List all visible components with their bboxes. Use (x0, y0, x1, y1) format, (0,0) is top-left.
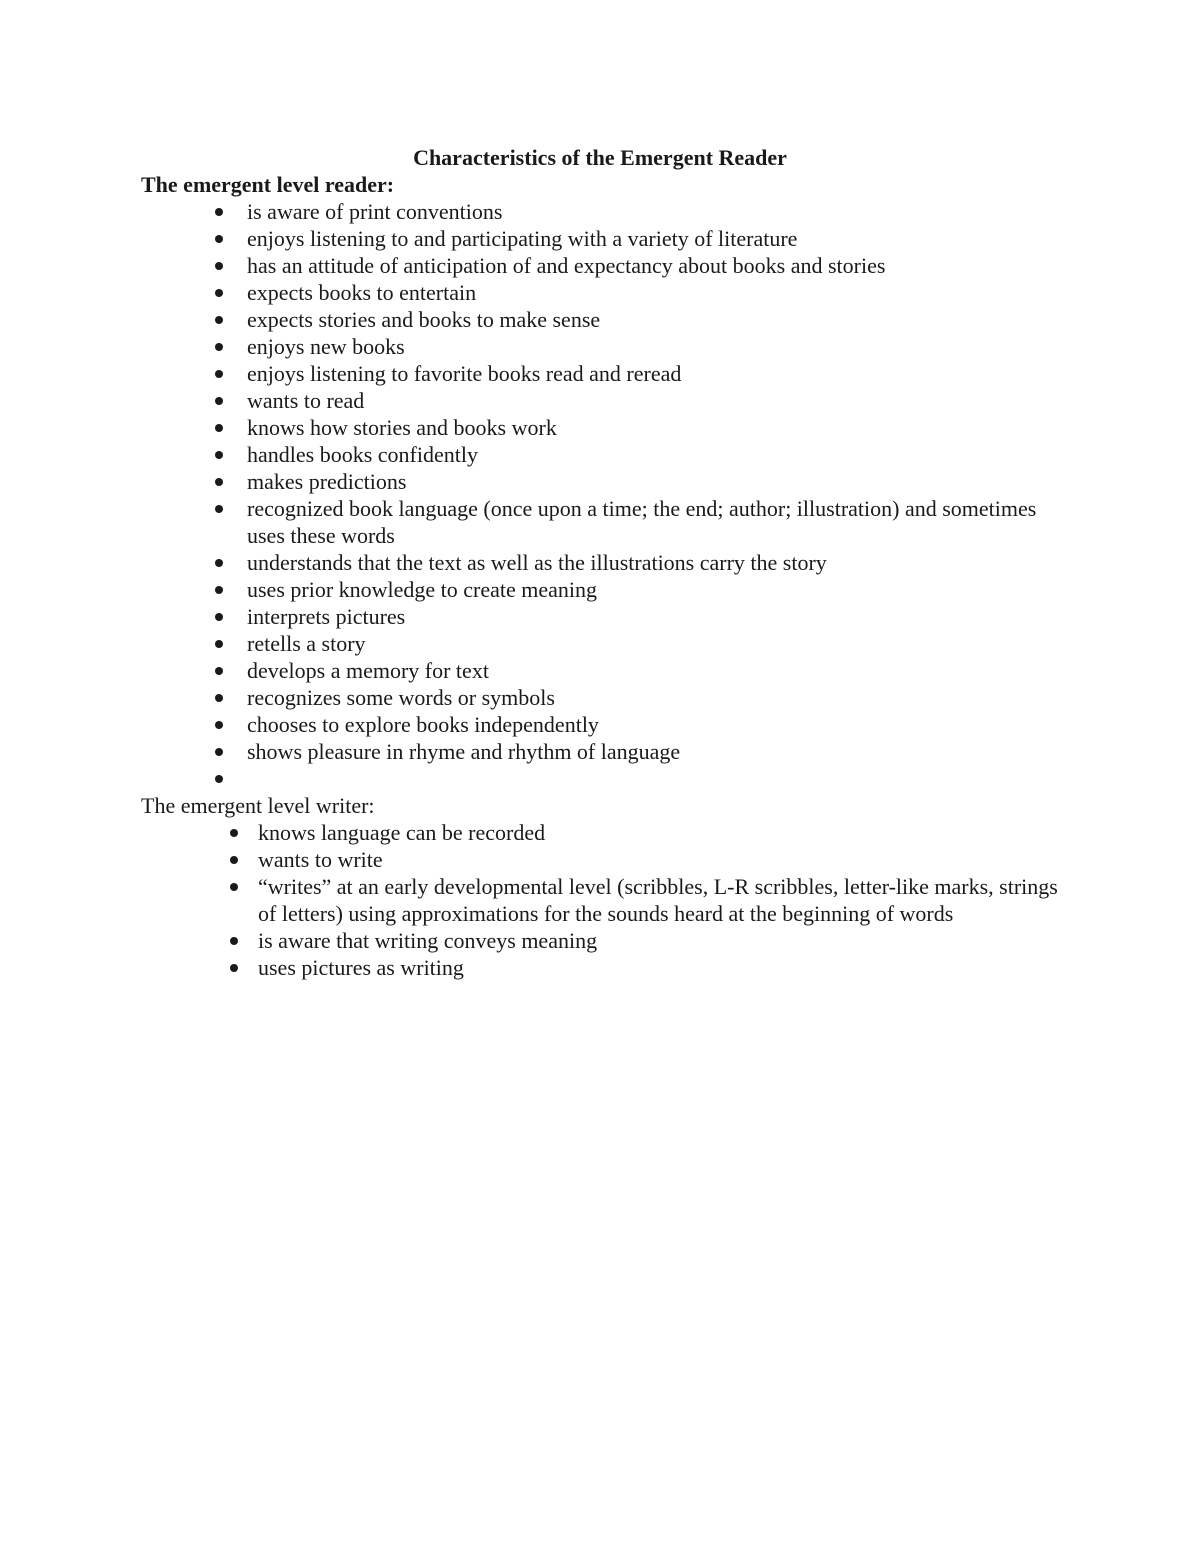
bullet-icon (215, 343, 223, 351)
document-title: Characteristics of the Emergent Reader (413, 145, 787, 170)
list-item (247, 576, 1037, 603)
list-item (247, 414, 1037, 441)
list-item (247, 252, 1037, 279)
list-item-text: knows language can be recorded (258, 820, 546, 845)
list-item-text: recognizes some words or symbols (247, 685, 555, 710)
list-item-text: has an attitude of anticipation of and expectancy about books and stories (247, 253, 886, 278)
list-item (247, 603, 1037, 630)
list-item-text: develops a memory for text (247, 658, 489, 683)
writer-section-heading: The emergent level writer: (141, 793, 375, 818)
list-item (247, 333, 1037, 360)
list-item (247, 657, 1037, 684)
list-item-text: retells a story (247, 631, 366, 656)
list-item-text: knows how stories and books work (247, 415, 557, 440)
list-item-text: enjoys new books (247, 334, 405, 359)
list-item (247, 684, 1037, 711)
bullet-icon (215, 640, 223, 648)
bullet-icon (215, 397, 223, 405)
writer-characteristics-list (258, 819, 1058, 981)
bullet-icon (215, 208, 223, 216)
list-item-text (247, 765, 1037, 792)
list-item (247, 765, 1037, 792)
bullet-icon (215, 505, 223, 513)
list-item (247, 279, 1037, 306)
bullet-icon (215, 424, 223, 432)
bullet-icon (230, 964, 238, 972)
list-item (258, 846, 1058, 873)
list-item-text: wants to read (247, 388, 365, 413)
list-item-text: wants to write (258, 847, 383, 872)
list-item-text: “writes” at an early developmental level (scribbles, L-R scribbles, letter-like marks, strings of letters) using approximations for the sounds heard at the beginning of words (258, 874, 1058, 926)
list-item (247, 468, 1037, 495)
list-item-text: makes predictions (247, 469, 407, 494)
list-item-text: is aware of print conventions (247, 199, 503, 224)
list-item-text: handles books confidently (247, 442, 478, 467)
list-item (258, 927, 1058, 954)
list-item-text: expects stories and books to make sense (247, 307, 601, 332)
list-item (247, 360, 1037, 387)
bullet-icon (215, 613, 223, 621)
bullet-icon (230, 937, 238, 945)
list-item-text: chooses to explore books independently (247, 712, 599, 737)
bullet-icon (215, 289, 223, 297)
list-item (247, 495, 1037, 549)
bullet-icon (215, 721, 223, 729)
bullet-icon (215, 451, 223, 459)
list-item (258, 819, 1058, 846)
reader-characteristics-list (247, 198, 1037, 792)
list-item-text: enjoys listening to favorite books read and reread (247, 361, 682, 386)
bullet-icon (230, 883, 238, 891)
bullet-icon (215, 235, 223, 243)
bullet-icon (230, 829, 238, 837)
list-item (258, 954, 1058, 981)
list-item (247, 225, 1037, 252)
bullet-icon (215, 559, 223, 567)
list-item (247, 630, 1037, 657)
bullet-icon (215, 370, 223, 378)
list-item-text: shows pleasure in rhyme and rhythm of language (247, 739, 681, 764)
list-item-text: enjoys listening to and participating with a variety of literature (247, 226, 798, 251)
list-item (247, 549, 1037, 576)
list-item-text: uses prior knowledge to create meaning (247, 577, 598, 602)
list-item (258, 873, 1058, 927)
list-item-text: understands that the text as well as the illustrations carry the story (247, 550, 827, 575)
list-item (247, 711, 1037, 738)
list-item-text: uses pictures as writing (258, 955, 464, 980)
bullet-icon (215, 667, 223, 675)
list-item (247, 738, 1037, 765)
bullet-icon (215, 262, 223, 270)
bullet-icon (215, 775, 223, 783)
bullet-icon (215, 316, 223, 324)
list-item (247, 441, 1037, 468)
list-item-text: expects books to entertain (247, 280, 477, 305)
bullet-icon (215, 586, 223, 594)
list-item-text: recognized book language (once upon a time; the end; author; illustration) and sometimes uses these words (247, 496, 1037, 548)
list-item-text: interprets pictures (247, 604, 406, 629)
list-item (247, 387, 1037, 414)
bullet-icon (230, 856, 238, 864)
bullet-icon (215, 478, 223, 486)
list-item (247, 306, 1037, 333)
reader-section-heading: The emergent level reader: (141, 172, 395, 197)
bullet-icon (215, 694, 223, 702)
bullet-icon (215, 748, 223, 756)
list-item-text: is aware that writing conveys meaning (258, 928, 598, 953)
list-item (247, 198, 1037, 225)
